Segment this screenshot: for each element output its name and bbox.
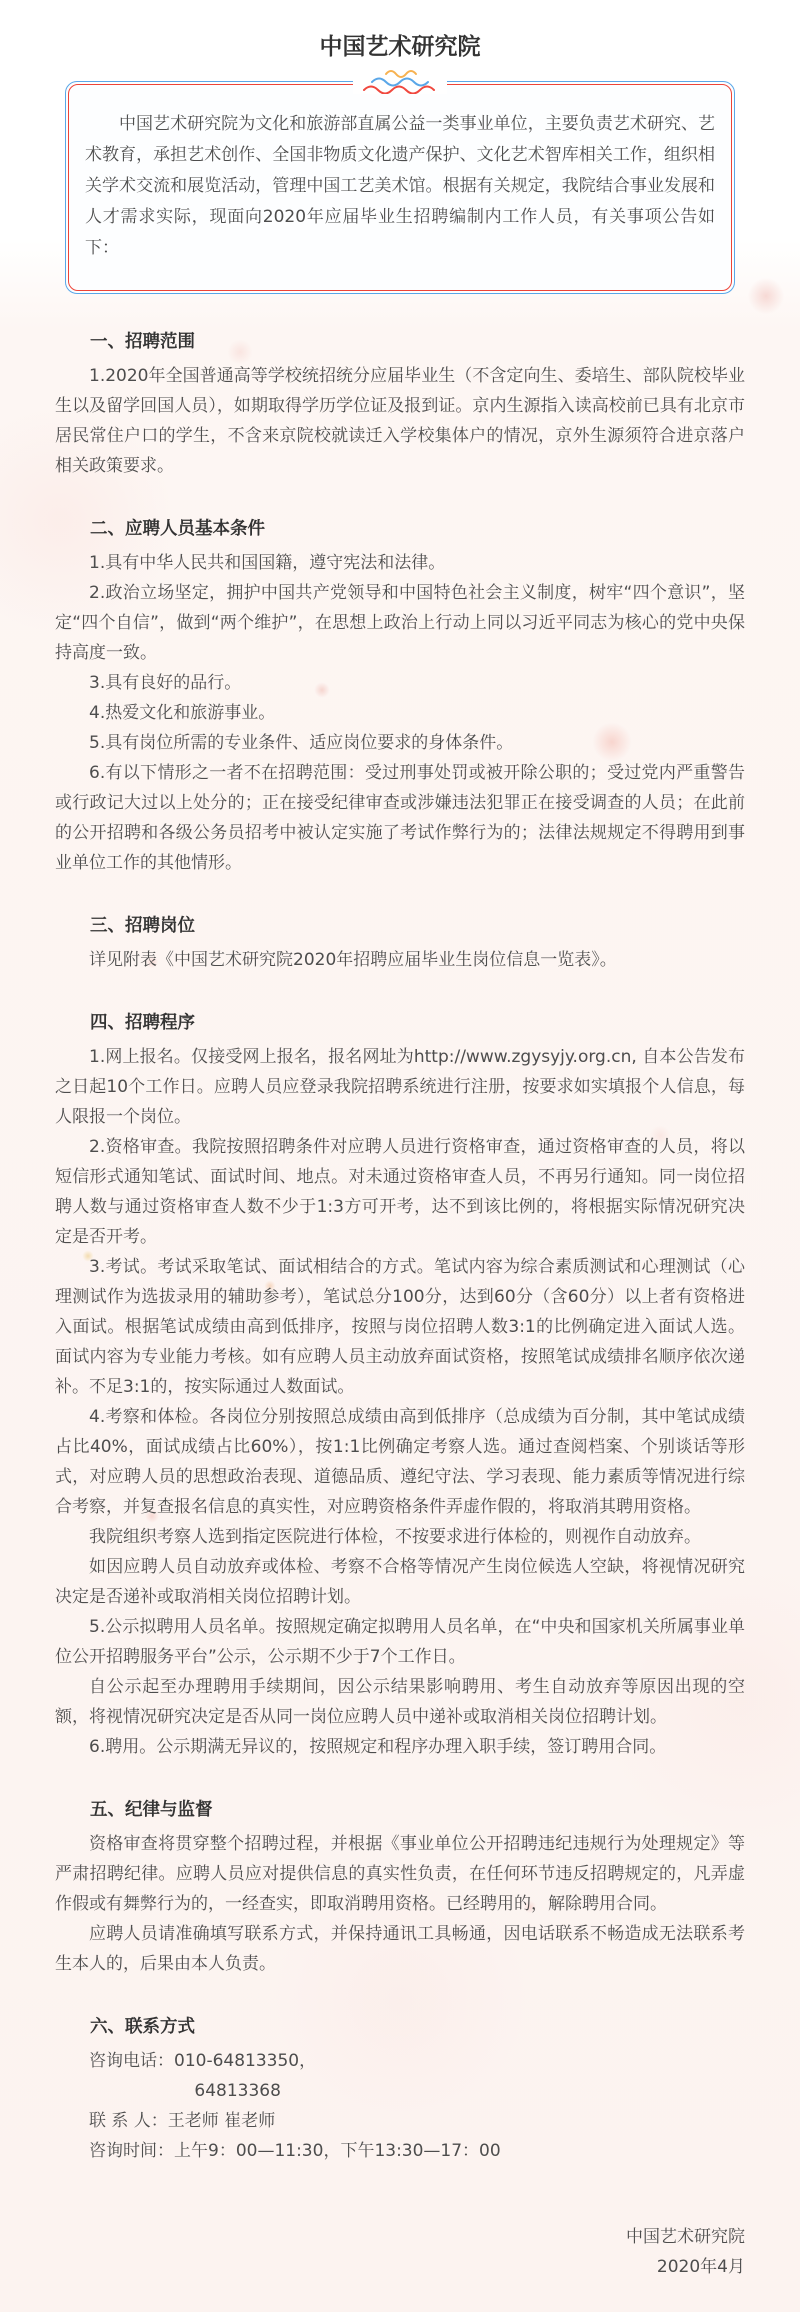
- section-paragraph: 自公示起至办理聘用手续期间，因公示结果影响聘用、考生自动放弃等原因出现的空额，将视情况研究决定是否从同一岗位应聘人员中递补或取消相关岗位招聘计划。: [55, 1677, 745, 1727]
- section-paragraph: 4.热爱文化和旅游事业。: [89, 703, 276, 723]
- intro-paragraph: 中国艺术研究院为文化和旅游部直属公益一类事业单位，主要负责艺术研究、艺术教育，承担艺术创作、全国非物质文化遗产保护、文化艺术智库相关工作，组织相关学术交流和展览活动，管理中国工艺美术馆。根据有关规定，我院结合事业发展和人才需求实际，现面向2020年应届毕业生招聘编制内工作人员，有关事项公告如下：: [85, 114, 715, 258]
- page-title: 中国艺术研究院: [319, 34, 481, 60]
- document-content: [0, 81, 800, 2282]
- section-paragraph: 5.公示拟聘用人员名单。按照规定确定拟聘用人员名单，在“中央和国家机关所属事业单位公开招聘服务平台”公示，公示期不少于7个工作日。: [55, 1617, 745, 1667]
- section-paragraph: 2.资格审查。我院按照招聘条件对应聘人员进行资格审查，通过资格审查的人员，将以短信形式通知笔试、面试时间、地点。对未通过资格审查人员，不再另行通知。同一岗位招聘人数与通过资格审查人数不少于1:3方可开考，达不到该比例的，将根据实际情况研究决定是否开考。: [55, 1137, 745, 1247]
- section-paragraph: 如因应聘人员自动放弃或体检、考察不合格等情况产生岗位候选人空缺，将视情况研究决定是否递补或取消相关岗位招聘计划。: [55, 1557, 745, 1607]
- section-paragraph: 6.有以下情形之一者不在招聘范围：受过刑事处罚或被开除公职的；受过党内严重警告或行政记大过以上处分的；正在接受纪律审查或涉嫌违法犯罪正在接受调查的人员；在此前的公开招聘和各级公务员招考中被认定实施了考试作弊行为的；法律法规规定不得聘用到事业单位工作的其他情形。: [55, 763, 745, 873]
- section-paragraph: 应聘人员请准确填写联系方式，并保持通讯工具畅通，因电话联系不畅造成无法联系考生本人的，后果由本人负责。: [55, 1924, 745, 1974]
- wave-decoration-icon: [353, 68, 447, 94]
- document-section: [55, 1009, 745, 1762]
- document-section: [55, 912, 745, 975]
- section-paragraph: 1.网上报名。仅接受网上报名，报名网址为http://www.zgysyjy.org.cn, 自本公告发布之日起10个工作日。应聘人员应登录我院招聘系统进行注册，按要求如实填报个人信息，每人限报一个岗位。: [55, 1047, 745, 1127]
- section-paragraph: 6.聘用。公示期满无异议的，按照规定和程序办理入职手续，签订聘用合同。: [89, 1737, 667, 1757]
- section-paragraph: 资格审查将贯穿整个招聘过程，并根据《事业单位公开招聘违纪违规行为处理规定》等严肃招聘纪律。应聘人员应对提供信息的真实性负责，在任何环节违反招聘规定的，凡弄虚作假或有舞弊行为的，一经查实，即取消聘用资格。已经聘用的，解除聘用合同。: [55, 1834, 745, 1914]
- document-section: [55, 515, 745, 878]
- section-paragraph: 5.具有岗位所需的专业条件、适应岗位要求的身体条件。: [89, 733, 514, 753]
- section-paragraph: 3.考试。考试采取笔试、面试相结合的方式。笔试内容为综合素质测试和心理测试（心理测试作为选拔录用的辅助参考），笔试总分100分，达到60分（含60分）以上者有资格进入面试。根据笔试成绩由高到低排序，按照与岗位招聘人数3:1的比例确定进入面试人选。面试内容为专业能力考核。如有应聘人员主动放弃面试资格，按照笔试成绩排名顺序依次递补。不足3:1的，按实际通过人数面试。: [55, 1257, 745, 1397]
- section-heading: 五、纪律与监督: [90, 1800, 213, 1820]
- intro-box-inner: [68, 84, 732, 291]
- section-paragraph: 详见附表《中国艺术研究院2020年招聘应届毕业生岗位信息一览表》。: [89, 950, 617, 970]
- contact-person-line: 联 系 人：王老师 崔老师: [89, 2111, 276, 2131]
- contact-phone-line: 咨询电话：010-64813350，: [89, 2051, 317, 2071]
- section-paragraph: 1.2020年全国普通高等学校统招统分应届毕业生（不含定向生、委培生、部队院校毕业生以及留学回国人员），如期取得学历学位证及报到证。京内生源指入读高校前已具有北京市居民常住户口的学生，不含来京院校就读迁入学校集体户的情况，京外生源须符合进京落户相关政策要求。: [55, 366, 745, 476]
- section-heading: 六、联系方式: [90, 2017, 195, 2037]
- sections-container: [55, 328, 745, 1979]
- section-heading: 三、招聘岗位: [90, 916, 195, 936]
- section-paragraph: 3.具有良好的品行。: [89, 673, 242, 693]
- signature-block: [55, 2222, 745, 2282]
- signature-org: 中国艺术研究院: [626, 2227, 745, 2247]
- document-section: [55, 1796, 745, 1979]
- section-heading: 二、应聘人员基本条件: [90, 519, 265, 539]
- contact-phone-line-2: 64813368: [194, 2081, 281, 2101]
- contact-hours-line: 咨询时间：上午9：00—11:30，下午13:30—17：00: [89, 2141, 501, 2161]
- section-paragraph: 我院组织考察人选到指定医院进行体检，不按要求进行体检的，则视作自动放弃。: [89, 1527, 701, 1547]
- intro-box: [65, 81, 735, 294]
- document-section: [55, 328, 745, 481]
- section-heading: 一、招聘范围: [90, 332, 195, 352]
- section-paragraph: 2.政治立场坚定，拥护中国共产党领导和中国特色社会主义制度，树牢“四个意识”，坚定“四个自信”，做到“两个维护”，在思想上政治上行动上同以习近平同志为核心的党中央保持高度一致。: [55, 583, 745, 663]
- signature-date: 2020年4月: [656, 2257, 745, 2277]
- section-paragraph: 1.具有中华人民共和国国籍，遵守宪法和法律。: [89, 553, 446, 573]
- document-section-contact: [55, 2013, 745, 2166]
- section-heading: 四、招聘程序: [90, 1013, 195, 1033]
- section-paragraph: 4.考察和体检。各岗位分别按照总成绩由高到低排序（总成绩为百分制，其中笔试成绩占比40%，面试成绩占比60%），按1:1比例确定考察人选。通过查阅档案、个别谈话等形式，对应聘人员的思想政治表现、道德品质、遵纪守法、学习表现、能力素质等情况进行综合考察，并复查报名信息的真实性，对应聘资格条件弄虚作假的，将取消其聘用资格。: [55, 1407, 745, 1517]
